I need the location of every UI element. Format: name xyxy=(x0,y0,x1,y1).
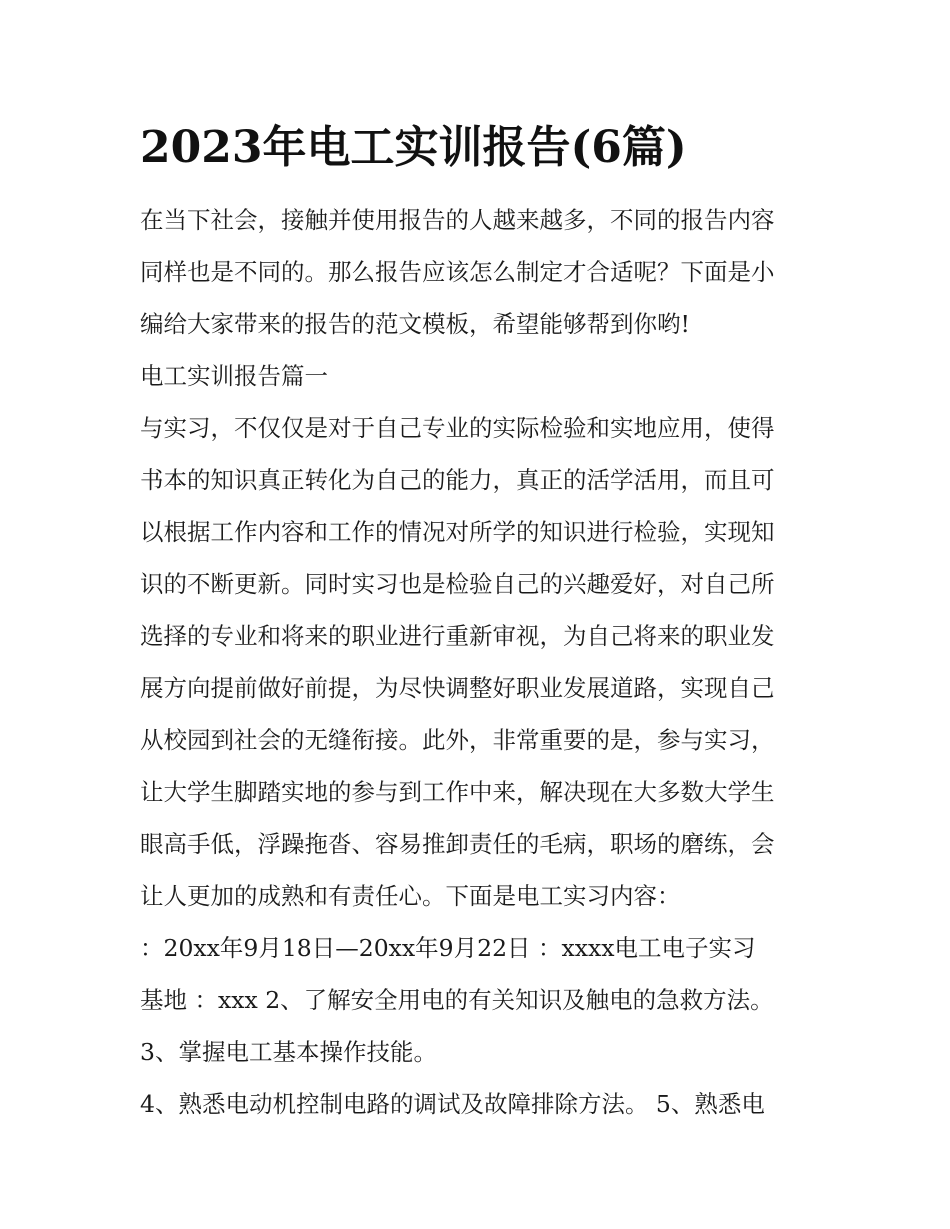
body-line: 编给大家带来的报告的范文模板，希望能够帮到你哟! xyxy=(140,310,690,338)
body-line: 书本的知识真正转化为自己的能力，真正的活学活用，而且可 xyxy=(140,466,775,494)
body-line: 眼高手低，浮躁拖沓、容易推卸责任的毛病，职场的磨练，会 xyxy=(140,830,775,858)
document-body xyxy=(140,194,830,1130)
body-line: 4、熟悉电动机控制电路的调试及故障排除方法。 5、熟悉电 xyxy=(140,1090,765,1118)
body-line: 让大学生脚踏实地的参与到工作中来，解决现在大多数大学生 xyxy=(140,778,775,806)
body-line: 在当下社会，接触并使用报告的人越来越多，不同的报告内容 xyxy=(140,206,775,234)
body-line: 3、掌握电工基本操作技能。 xyxy=(140,1038,437,1066)
document-title: 2023年电工实训报告(6篇) xyxy=(140,122,687,173)
body-line: 基地 ：xxx 2、了解安全用电的有关知识及触电的急救方法。 xyxy=(140,986,774,1014)
body-line: 同样也是不同的。那么报告应该怎么制定才合适呢？下面是小 xyxy=(140,258,775,286)
body-line: 识的不断更新。同时实习也是检验自己的兴趣爱好，对自己所 xyxy=(140,570,775,598)
body-line: 选择的专业和将来的职业进行重新审视，为自己将来的职业发 xyxy=(140,622,775,650)
body-line: 与实习，不仅仅是对于自己专业的实际检验和实地应用，使得 xyxy=(140,414,775,442)
body-line: ：20xx年9月18日—20xx年9月22日 ：xxxx电工电子实习 xyxy=(140,934,756,962)
body-line: 从校园到社会的无缝衔接。此外，非常重要的是，参与实习， xyxy=(140,726,775,754)
section-heading: 电工实训报告篇一 xyxy=(140,362,328,390)
body-line: 让人更加的成熟和有责任心。下面是电工实习内容： xyxy=(140,882,681,910)
body-line: 展方向提前做好前提，为尽快调整好职业发展道路，实现自己 xyxy=(140,674,775,702)
body-line: 以根据工作内容和工作的情况对所学的知识进行检验，实现知 xyxy=(140,518,775,546)
